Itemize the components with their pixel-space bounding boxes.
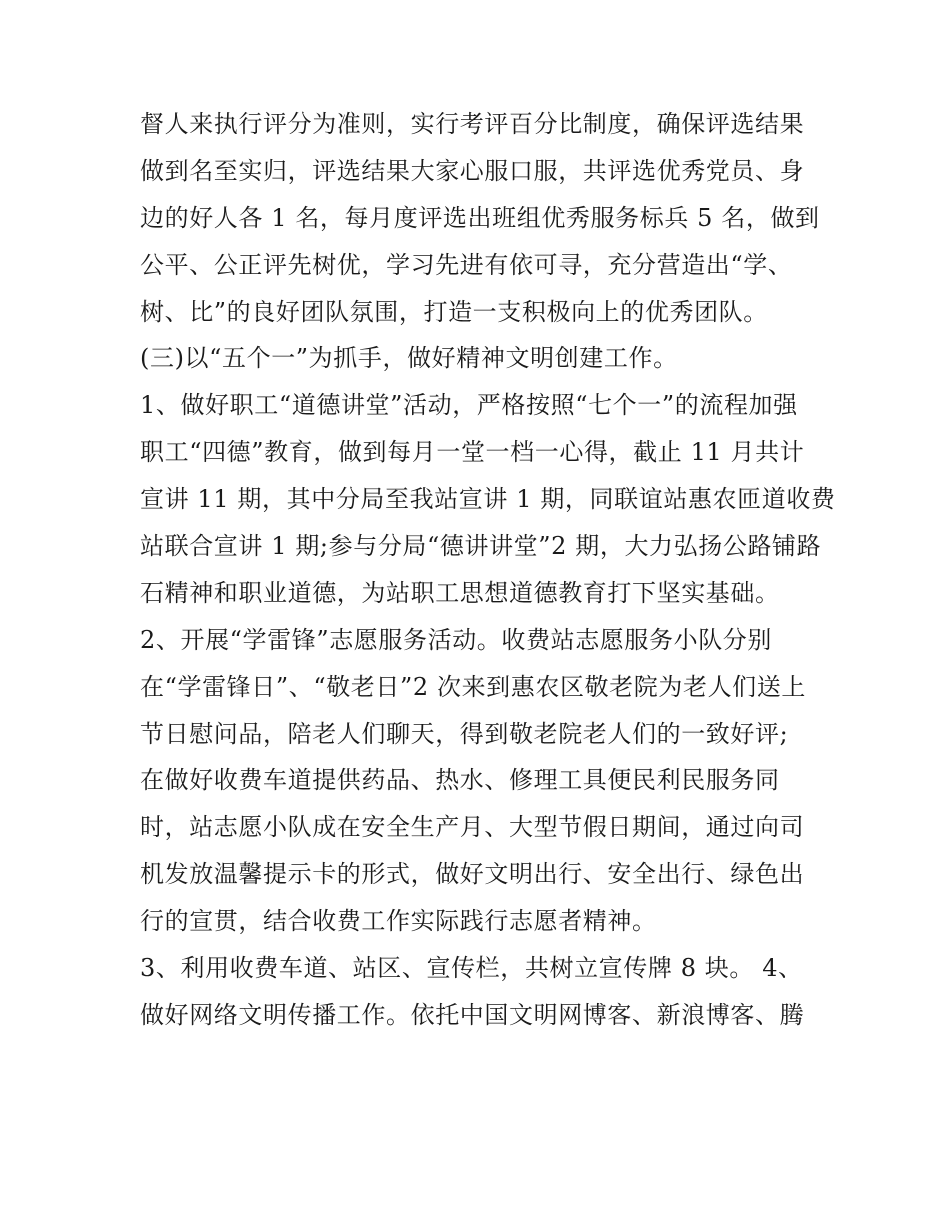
text-line: 节日慰问品，陪老人们聊天，得到敬老院老人们的一致好评;	[140, 719, 789, 748]
text-line: 3、利用收费车道、站区、宣传栏，共树立宣传牌 8 块。 4、	[140, 954, 803, 983]
text-line: 职工“四德”教育，做到每月一堂一档一心得，截止 11 月共计	[140, 438, 805, 467]
text-line: 树、比”的良好团队氛围，打造一支积极向上的优秀团队。	[140, 297, 768, 326]
text-line: 做到名至实归，评选结果大家心服口服，共评选优秀党员、身	[140, 156, 805, 185]
text-line: 机发放温馨提示卡的形式，做好文明出行、安全出行、绿色出	[140, 860, 805, 889]
section-heading: (三)以“五个一”为抓手，做好精神文明创建工作。	[140, 344, 678, 373]
text-line: 公平、公正评先树优，学习先进有依可寻，充分营造出“学、	[140, 250, 793, 279]
text-line: 边的好人各 1 名，每月度评选出班组优秀服务标兵 5 名，做到	[140, 203, 820, 232]
text-line: 石精神和职业道德，为站职工思想道德教育打下坚实基础。	[140, 578, 780, 607]
text-line: 2、开展“学雷锋”志愿服务活动。收费站志愿服务小队分别	[140, 625, 773, 654]
text-line: 站联合宣讲 1 期;参与分局“德讲讲堂”2 期，大力弘扬公路铺路	[140, 532, 822, 561]
body-text	[140, 108, 836, 1046]
text-line: 督人来执行评分为准则，实行考评百分比制度，确保评选结果	[140, 110, 805, 138]
text-line: 做好网络文明传播工作。依托中国文明网博客、新浪博客、腾	[140, 1000, 805, 1029]
text-line: 行的宣贯，结合收费工作实际践行志愿者精神。	[140, 907, 657, 936]
text-line: 宣讲 11 期，其中分局至我站宣讲 1 期，同联谊站惠农匝道收费	[140, 485, 836, 514]
text-line: 1、做好职工“道德讲堂”活动，严格按照“七个一”的流程加强	[140, 391, 798, 420]
text-line: 时，站志愿小队成在安全生产月、大型节假日期间，通过向司	[140, 813, 805, 842]
text-line: 在做好收费车道提供药品、热水、修理工具便民利民服务同	[140, 766, 780, 795]
text-line: 在“学雷锋日”、“敬老日”2 次来到惠农区敬老院为老人们送上	[140, 672, 806, 701]
